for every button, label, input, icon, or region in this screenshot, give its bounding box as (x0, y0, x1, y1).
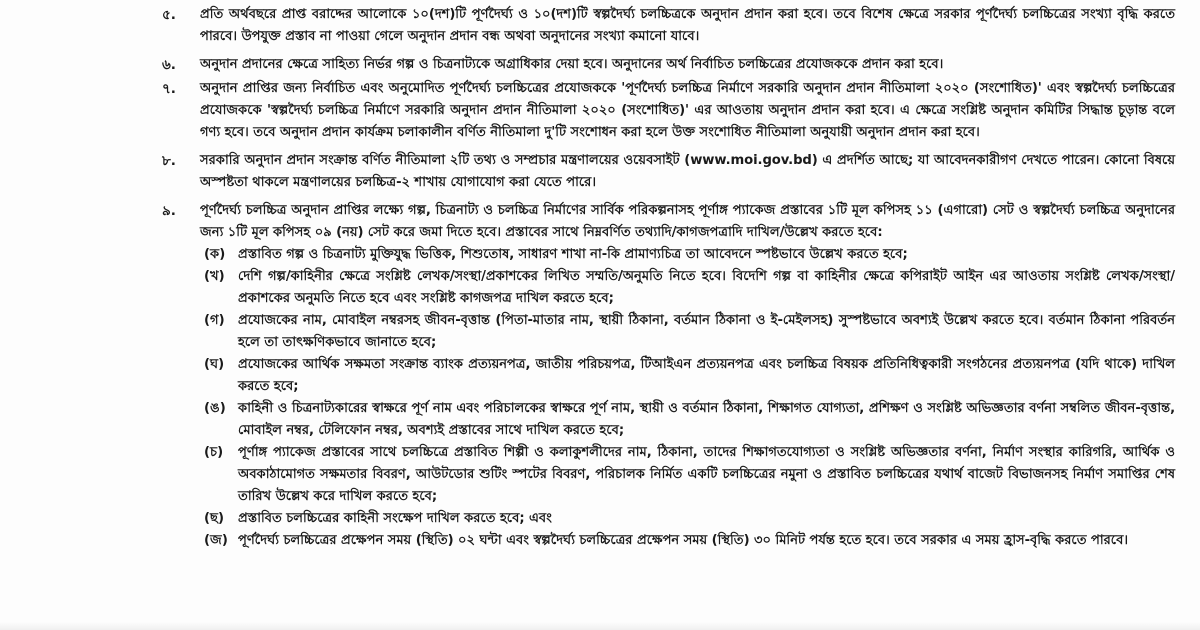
subclause-label: (ছ) (204, 511, 225, 526)
clause-number: ৬. (162, 57, 176, 73)
clause-8 (162, 150, 1175, 194)
subclause-text: প্রস্তাবিত চলচ্চিত্রের কাহিনী সংক্ষেপ দাখিল করতে হবে; এবং (238, 511, 552, 526)
subclause-text: পূর্ণাঙ্গ প্যাকেজ প্রস্তাবের সাথে চলচ্চিত্রে প্রস্তাবিত শিল্পী ও কলাকুশলীদের নাম, ঠিকানা, তাদের শিক্ষাগতযোগ্যতা ও সংশ্লিষ্ট অভিজ্ঞতার বর্ণনা, নির্মাণ সংস্থার কারিগরি, আর্থিক ও অবকাঠামোগত সক্ষমতার বিবরণ, আউটডোর শুটিং স্পটের বিবরণ, পরিচালক নির্মিত একটি চলচ্চিত্রের নমুনা ও প্রস্তাবিত চলচ্চিত্রের যথার্থ বাজেট বিভাজনসহ নির্মাণ সমাপ্তির শেষ তারিখ উল্লেখ করে দাখিল করতে হবে; (238, 445, 1175, 504)
subclause-ga (204, 310, 1175, 354)
clause-text: পূর্ণদৈর্ঘ্য চলচ্চিত্র অনুদান প্রাপ্তির লক্ষ্যে গল্প, চিত্রনাট্য ও চলচ্চিত্র নির্মাণের সার্বিক পরিকল্পনাসহ পূর্ণাঙ্গ প্যাকেজ প্রস্তাবের ১টি মূল কপিসহ ১১ (এগারো) সেট ও স্বল্পদৈর্ঘ্য চলচ্চিত্র অনুদানের জন্য ১টি মূল কপিসহ ০৯ (নয়) সেট করে জমা দিতে হবে। প্রস্তাবের সাথে নিম্নবর্ণিত তথ্যাদি/কাগজপত্রাদি দাখিল/উল্লেখ করতে হবে: (200, 203, 1175, 240)
subclause-uma (204, 398, 1175, 442)
subclause-label: (ক) (204, 247, 226, 262)
subclause-gha (204, 354, 1175, 398)
clause-text: প্রতি অর্থবছরে প্রাপ্ত বরাদ্দের আলোকে ১০(দশ)টি পূর্ণদৈর্ঘ্য ও ১০(দশ)টি স্বল্পদৈর্ঘ্য চলচ্চিত্রকে অনুদান প্রদান করা হবে। তবে বিশেষ ক্ষেত্রে সরকার পূর্ণদৈর্ঘ্য চলচ্চিত্রের সংখ্যা বৃদ্ধি করতে পারবে। উপযুক্ত প্রস্তাব না পাওয়া গেলে অনুদান প্রদান বন্ধ অথবা অনুদানের সংখ্যা কমানো যাবে। (200, 7, 1175, 44)
page-edge-shadow (0, 622, 1200, 630)
clause-number: ৫. (162, 7, 176, 23)
clause-text: অনুদান প্রদানের ক্ষেত্রে সাহিত্য নির্ভর গল্প ও চিত্রনাট্যকে অগ্রাধিকার দেয়া হবে। অনুদানের অর্থ নির্বাচিত চলচ্চিত্রের প্রযোজককে প্রদান করা হবে। (200, 57, 944, 72)
subclause-text: প্রস্তাবিত গল্প ও চিত্রনাট্য মুক্তিযুদ্ধ ভিত্তিক, শিশুতোষ, সাধারণ শাখা না-কি প্রামাণ্যচিত্র তা আবেদনে স্পষ্টভাবে উল্লেখ করতে হবে; (238, 247, 908, 262)
subclause-label: (চ) (204, 445, 224, 460)
clause-6 (162, 54, 1175, 76)
subclause-label: (ঙ) (204, 401, 226, 416)
clause-text: অনুদান প্রাপ্তির জন্য নির্বাচিত এবং অনুমোদিত পূর্ণদৈর্ঘ্য চলচ্চিত্রের প্রযোজককে 'পূর্ণদৈর্ঘ্য চলচ্চিত্র নির্মাণে সরকারি অনুদান প্রদান নীতিমালা ২০২০ (সংশোধিত)' এবং স্বল্পদৈর্ঘ্য চলচ্চিত্রের প্রযোজককে 'স্বল্পদৈর্ঘ্য চলচ্চিত্র নির্মাণে সরকারি অনুদান প্রদান নীতিমালা ২০২০ (সংশোধিত)' এর আওতায় অনুদান প্রদান করা হবে। এ ক্ষেত্রে সংশ্লিষ্ট অনুদান কমিটির সিদ্ধান্ত চূড়ান্ত বলে গণ্য হবে। তবে অনুদান প্রদান কার্যক্রম চলাকালীন বর্ণিত নীতিমালা দু'টি সংশোধন করা হলে উক্ত সংশোধিত নীতিমালা অনুযায়ী অনুদান প্রদান করা হবে। (200, 81, 1175, 140)
document-body (0, 4, 1200, 552)
subclause-text: প্রযোজকের আর্থিক সক্ষমতা সংক্রান্ত ব্যাংক প্রত্যয়নপত্র, জাতীয় পরিচয়পত্র, টিআইএন প্রত্যয়নপত্র এবং চলচ্চিত্র বিষয়ক প্রতিনিধিত্বকারী সংগঠনের প্রত্যয়নপত্র (যদি থাকে) দাখিল করতে হবে; (238, 357, 1175, 394)
clause-number: ৮. (162, 153, 176, 169)
subclause-label: (গ) (204, 313, 225, 328)
clause-text: সরকারি অনুদান প্রদান সংক্রান্ত বর্ণিত নীতিমালা ২টি তথ্য ও সম্প্রচার মন্ত্রণালয়ের ওয়েবসাইট (www.moi.gov.bd) এ প্রদর্শিত আছে; যা আবেদনকারীগণ দেখতে পারেন। কোনো বিষয়ে অস্পষ্টতা থাকলে মন্ত্রণালয়ের চলচ্চিত্র-২ শাখায় যোগাযোগ করা যেতে পারে। (200, 153, 1175, 190)
subclause-ka (204, 244, 1175, 266)
clause-7 (162, 78, 1175, 144)
subclause-text: প্রযোজকের নাম, মোবাইল নম্বরসহ জীবন-বৃত্তান্ত (পিতা-মাতার নাম, স্থায়ী ঠিকানা, বর্তমান ঠিকানা ও ই-মেইলসহ) সুস্পষ্টভাবে অবশ্যই উল্লেখ করতে হবে। বর্তমান ঠিকানা পরিবর্তন হলে তা তাৎক্ষণিকভাবে জানাতে হবে; (238, 313, 1175, 350)
subclause-ja (204, 530, 1175, 552)
clause-9 (162, 200, 1175, 552)
subclause-kha (204, 266, 1175, 310)
subclause-label: (জ) (204, 533, 228, 548)
subclause-chha (204, 508, 1175, 530)
subclause-cha (204, 442, 1175, 508)
subclause-label: (ঘ) (204, 357, 225, 372)
subclause-label: (খ) (204, 269, 225, 284)
clause-number: ৯. (162, 203, 176, 219)
subclause-text: পূর্ণদৈর্ঘ্য চলচ্চিত্রের প্রক্ষেপন সময় (স্থিতি) ০২ ঘন্টা এবং স্বল্পদৈর্ঘ্য চলচ্চিত্রের প্রক্ষেপন সময় (স্থিতি) ৩০ মিনিট পর্যন্ত হতে হবে। তবে সরকার এ সময় হ্রাস-বৃদ্ধি করতে পারবে। (238, 533, 1128, 548)
subclause-text: কাহিনী ও চিত্রনাট্যকারের স্বাক্ষরে পূর্ণ নাম এবং পরিচালকের স্বাক্ষরে পূর্ণ নাম, স্থায়ী ও বর্তমান ঠিকানা, শিক্ষাগত যোগ্যতা, প্রশিক্ষণ ও সংশ্লিষ্ট অভিজ্ঞতার বর্ণনা সম্বলিত জীবন-বৃত্তান্ত, মোবাইল নম্বর, টেলিফোন নম্বর, অবশ্যই প্রস্তাবের সাথে দাখিল করতে হবে; (238, 401, 1175, 438)
subclause-text: দেশি গল্প/কাহিনীর ক্ষেত্রে সংশ্লিষ্ট লেখক/সংস্থা/প্রকাশকের লিখিত সম্মতি/অনুমতি নিতে হবে। বিদেশি গল্প বা কাহিনীর ক্ষেত্রে কপিরাইট আইন এর আওতায় সংশ্লিষ্ট লেখক/সংস্থা/প্রকাশকের অনুমতি নিতে হবে এবং সংশ্লিষ্ট কাগজপত্র দাখিল করতে হবে; (238, 269, 1175, 306)
clause-number: ৭. (162, 81, 176, 97)
clause-5 (162, 4, 1175, 48)
